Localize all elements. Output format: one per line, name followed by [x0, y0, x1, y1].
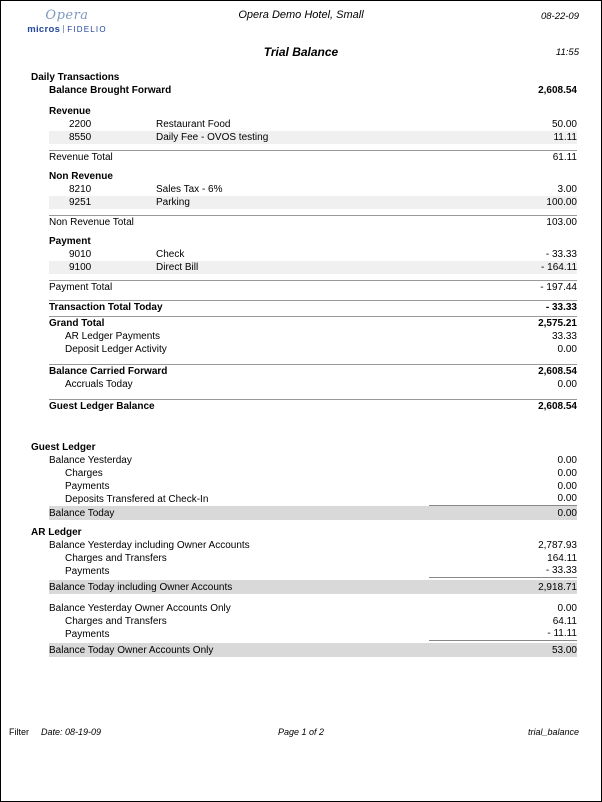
row-label: Charges	[65, 468, 103, 479]
trx-row	[49, 131, 577, 144]
trx-description: Check	[156, 249, 185, 260]
logo-divider	[63, 25, 64, 33]
group-header-label: Revenue	[49, 106, 91, 117]
row-amount: - 11.11	[429, 628, 577, 641]
row-label: Payment Total	[49, 282, 113, 293]
row-label: Payments	[65, 481, 110, 492]
row-transaction-total-today	[49, 301, 577, 314]
row-amount: - 197.44	[540, 282, 577, 293]
row-gl-payments	[49, 480, 577, 493]
row-label: Deposits Transfered at Check-In	[65, 494, 209, 505]
row-amount: 164.11	[547, 553, 577, 564]
row-label: Charges and Transfers	[65, 616, 167, 627]
row-amount: 2,575.21	[538, 318, 577, 329]
row-label: Balance Brought Forward	[49, 85, 172, 96]
row-grand-total	[49, 317, 577, 330]
row-ar-balance-yesterday-owner	[49, 602, 577, 615]
row-accruals-today	[49, 378, 577, 391]
group-header-label: Payment	[49, 236, 91, 247]
group-header-label: Non Revenue	[49, 171, 113, 182]
section-ar-ledger	[31, 526, 577, 539]
trx-code: 8550	[69, 132, 92, 143]
row-amount: 2,918.71	[538, 581, 577, 593]
trx-amount: 100.00	[546, 197, 577, 208]
row-amount: 33.33	[551, 331, 577, 342]
row-ar-ledger-payments	[49, 330, 577, 343]
row-label: Balance Yesterday	[49, 455, 132, 466]
section-title: Guest Ledger	[31, 442, 96, 453]
group-header-revenue	[49, 105, 577, 118]
micros-fidelio-logo-text	[17, 25, 117, 35]
report-time: 11:55	[555, 47, 579, 58]
trx-description: Daily Fee - OVOS testing	[156, 132, 269, 143]
row-label: Non Revenue Total	[49, 217, 134, 228]
row-amount: 64.11	[552, 616, 577, 627]
row-label: Guest Ledger Balance	[49, 401, 155, 412]
row-amount: 0.00	[557, 481, 577, 492]
trx-code: 2200	[69, 119, 92, 130]
section-guest-ledger	[31, 441, 577, 454]
row-ar-balance-yesterday-incl	[49, 539, 577, 552]
row-amount: - 33.33	[545, 302, 577, 313]
trx-amount: 50.00	[551, 119, 577, 130]
row-amount: 2,608.54	[538, 85, 577, 96]
row-label: Accruals Today	[65, 379, 133, 390]
micros-logo-text: micros	[27, 24, 61, 35]
row-label: Charges and Transfers	[65, 553, 167, 564]
row-amount: 0.00	[557, 455, 577, 466]
row-amount: - 33.33	[429, 565, 577, 578]
footer-date: Date: 08-19-09	[41, 727, 102, 737]
row-ar-payments-owner	[49, 628, 577, 641]
row-ar-charges-transfers-incl	[49, 552, 577, 565]
row-amount: 61.11	[552, 152, 577, 163]
trx-row	[49, 183, 577, 196]
trx-amount: 3.00	[557, 184, 577, 195]
report-title: Trial Balance	[263, 45, 339, 59]
trx-row	[49, 248, 577, 261]
trx-description: Restaurant Food	[156, 119, 231, 130]
footer-filter-label: Filter	[9, 727, 29, 737]
row-label: Balance Yesterday including Owner Accounts	[49, 540, 250, 551]
footer-report-id: trial_balance	[527, 727, 579, 737]
row-gl-charges	[49, 467, 577, 480]
row-payment-total	[49, 281, 577, 294]
row-amount: 0.00	[557, 379, 577, 390]
row-deposit-ledger-activity	[49, 343, 577, 356]
section-daily-transactions	[31, 71, 577, 84]
row-label: Transaction Total Today	[49, 302, 163, 313]
row-non-revenue-total	[49, 216, 577, 229]
row-amount: 0.00	[557, 603, 577, 614]
hotel-name: Opera Demo Hotel, Small	[238, 9, 364, 21]
row-amount: 0.00	[557, 468, 577, 479]
trx-code: 9251	[69, 197, 92, 208]
row-label: Deposit Ledger Activity	[65, 344, 167, 355]
row-amount: 0.00	[557, 507, 577, 519]
row-amount: 53.00	[551, 644, 577, 656]
row-label: Payments	[65, 629, 110, 640]
trx-code: 9100	[69, 262, 92, 273]
row-amount: 0.00	[429, 493, 577, 506]
fidelio-logo-text: FIDELIO	[67, 25, 107, 34]
row-label: Balance Today	[49, 507, 115, 519]
row-amount: 2,787.93	[538, 540, 577, 551]
row-ar-balance-today-incl	[49, 580, 577, 594]
row-balance-brought-forward	[49, 84, 577, 97]
group-header-non-revenue	[49, 170, 577, 183]
row-gl-balance-today	[49, 506, 577, 520]
row-amount: 0.00	[557, 344, 577, 355]
report-body	[1, 71, 601, 657]
row-label: Revenue Total	[49, 152, 113, 163]
opera-logo-text: Opera	[45, 8, 89, 23]
trx-row	[49, 196, 577, 209]
report-date: 08-22-09	[540, 11, 579, 22]
row-ar-payments-incl	[49, 565, 577, 578]
row-amount: 2,608.54	[538, 401, 577, 412]
trx-amount: - 33.33	[545, 249, 577, 260]
row-label: Payments	[65, 566, 110, 577]
row-ar-charges-transfers-owner	[49, 615, 577, 628]
row-balance-carried-forward	[49, 365, 577, 378]
row-label: Balance Carried Forward	[49, 366, 168, 377]
row-ar-balance-today-owner	[49, 643, 577, 657]
row-revenue-total	[49, 151, 577, 164]
row-label: Balance Today Owner Accounts Only	[49, 644, 214, 656]
row-amount: 103.00	[546, 217, 577, 228]
report-footer	[1, 727, 601, 741]
section-title: Daily Transactions	[31, 72, 120, 83]
group-header-payment	[49, 235, 577, 248]
row-label: Balance Today including Owner Accounts	[49, 581, 233, 593]
trx-row	[49, 261, 577, 274]
row-gl-balance-yesterday	[49, 454, 577, 467]
trx-code: 9010	[69, 249, 92, 260]
row-label: Grand Total	[49, 318, 105, 329]
row-guest-ledger-balance	[49, 400, 577, 413]
trx-amount: 11.11	[553, 132, 577, 143]
row-amount: 2,608.54	[538, 366, 577, 377]
footer-page-number: Page 1 of 2	[277, 727, 325, 737]
row-gl-deposits-transfered	[49, 493, 577, 506]
trx-code: 8210	[69, 184, 92, 195]
trx-row	[49, 118, 577, 131]
trx-description: Direct Bill	[156, 262, 199, 273]
trx-description: Sales Tax - 6%	[156, 184, 223, 195]
row-label: Balance Yesterday Owner Accounts Only	[49, 603, 231, 614]
trx-description: Parking	[156, 197, 190, 208]
section-title: AR Ledger	[31, 527, 82, 538]
trx-amount: - 164.11	[541, 262, 577, 273]
row-label: AR Ledger Payments	[65, 331, 161, 342]
